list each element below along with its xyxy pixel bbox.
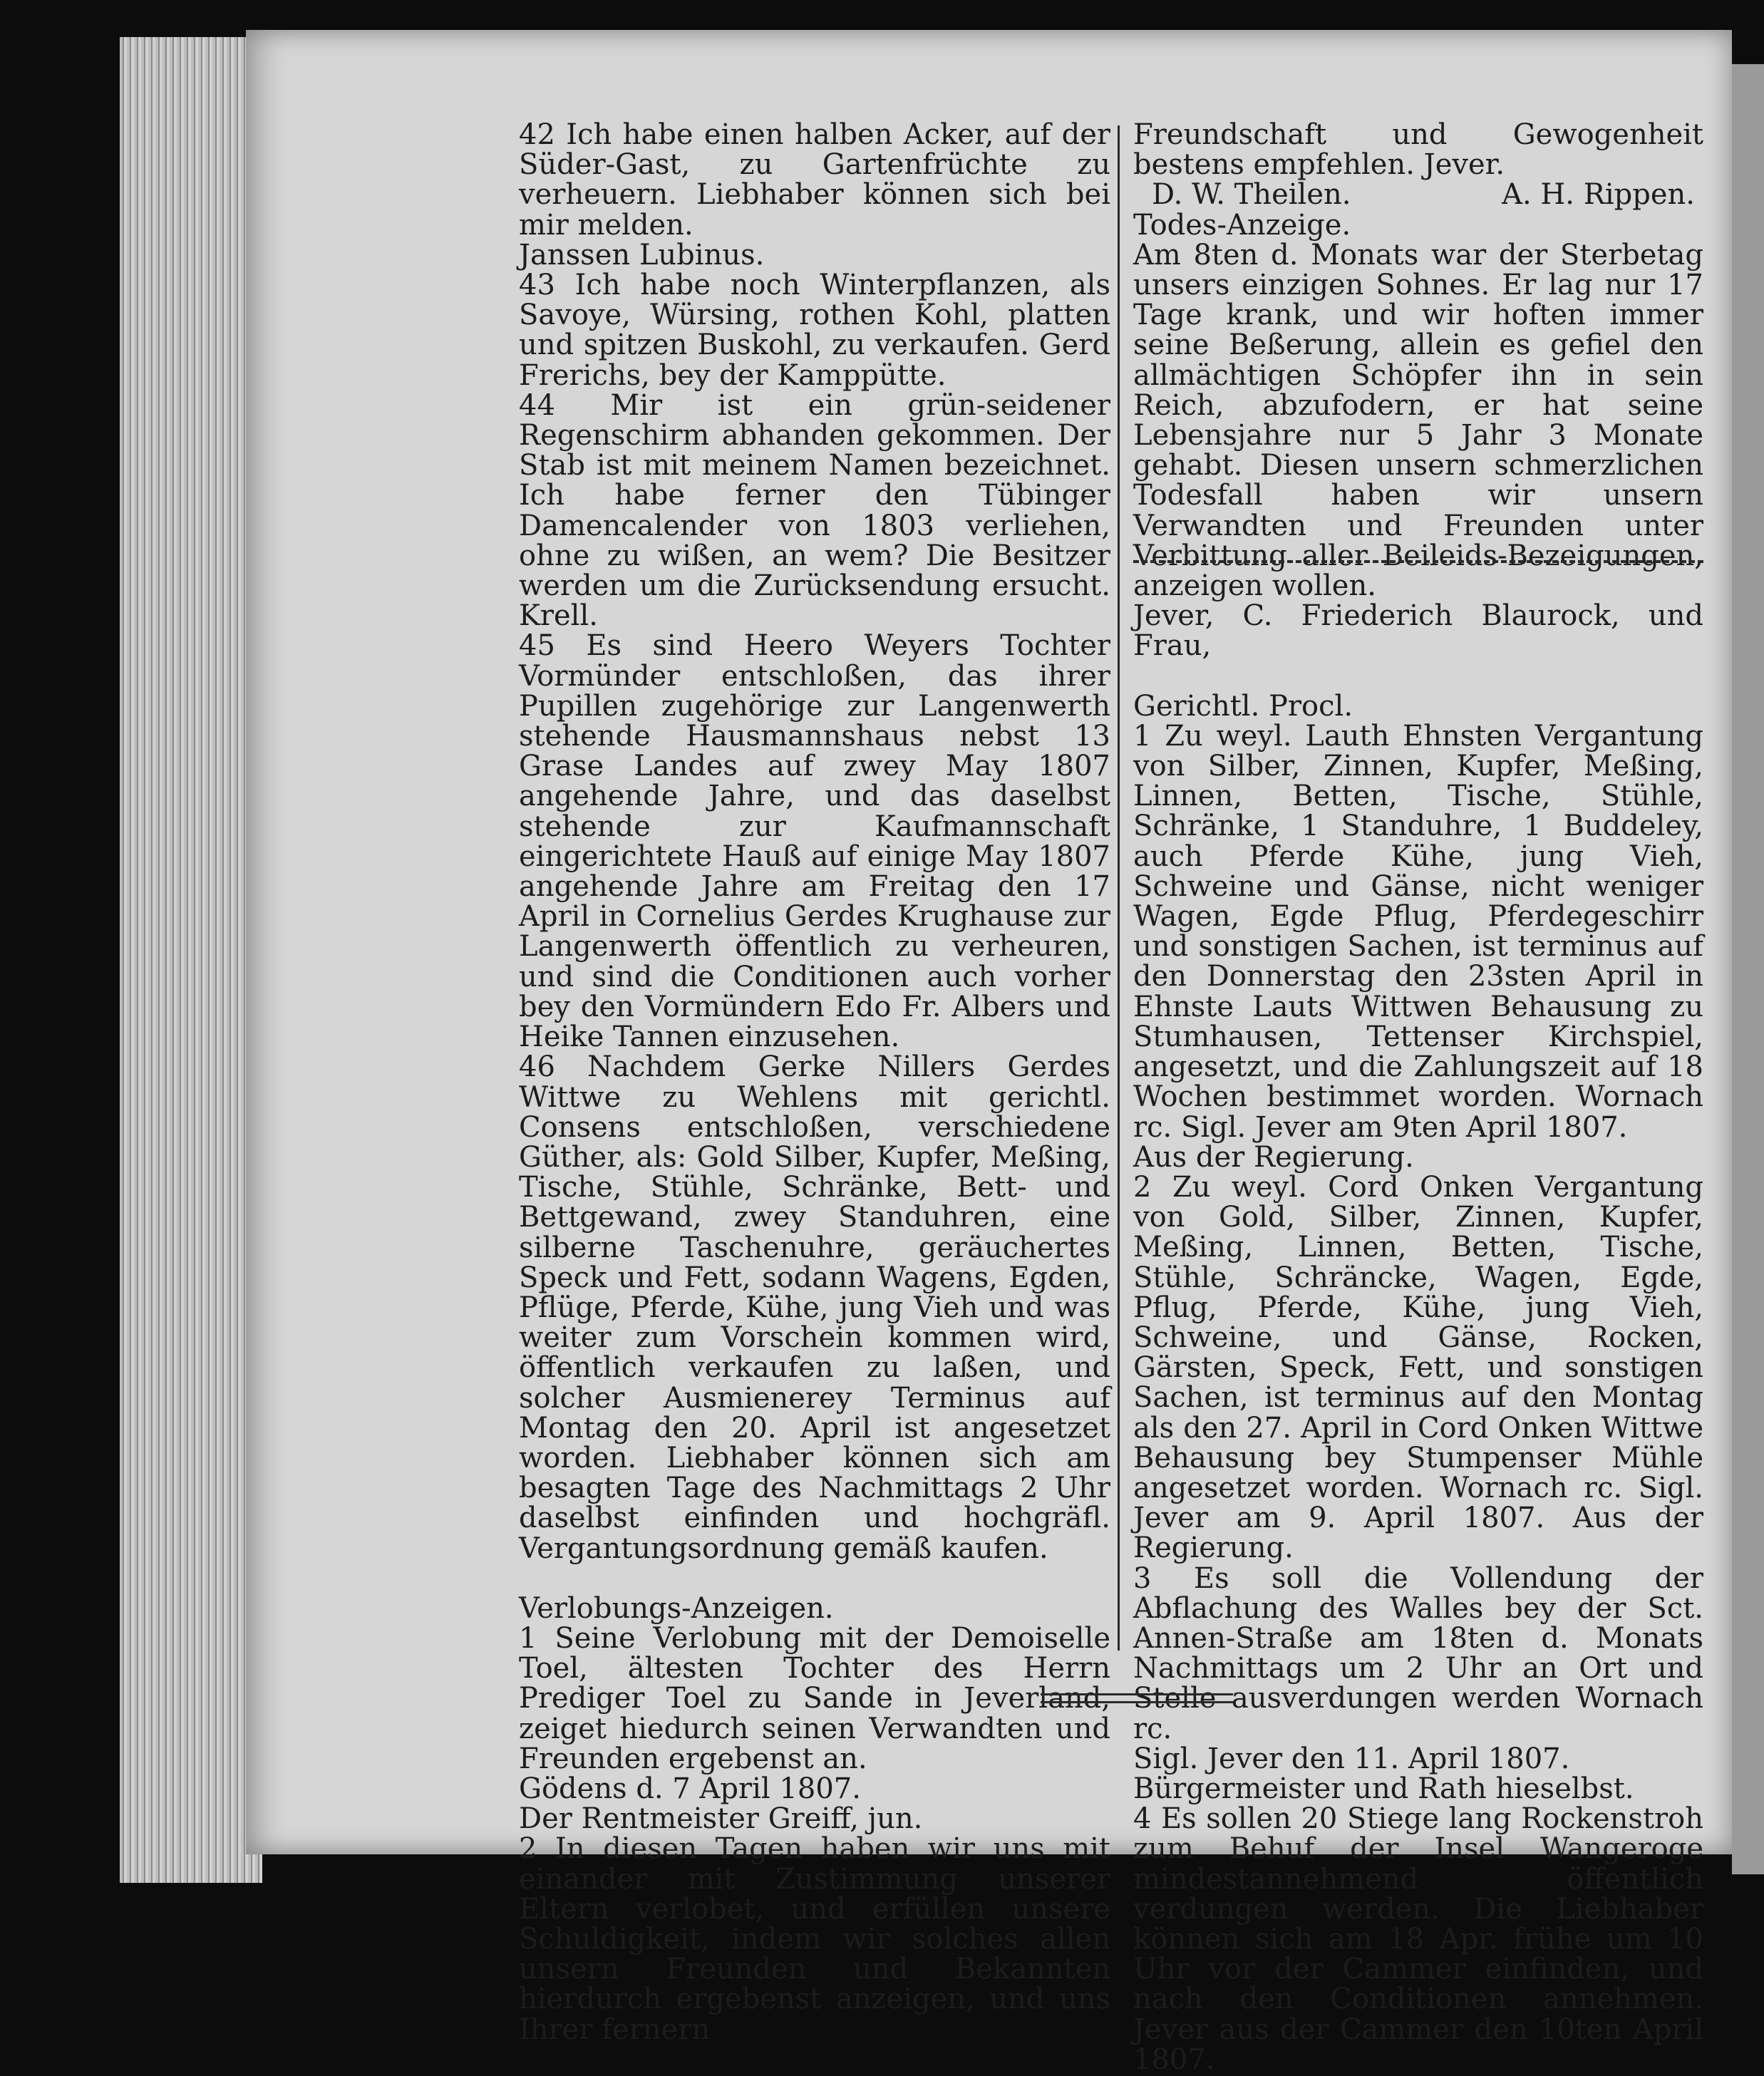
left-column xyxy=(519,120,1110,2045)
court-notice-2-text: 2 Zu weyl. Cord Onken Vergantung von Gold, Silber, Zinnen, Kupfer, Meßing, Linnen, Betten, Tische, Stühle, Schräncke, Wagen, Egde, Pflug, Pferde, Kühe, jung Vieh, Schweine, und Gänse, Rocken, Gärsten, Speck, Fett, und sonstigen Sachen, ist terminus auf den Montag als den 27. April in Cord Onken Wittwe Behausung bey Stumpenser Mühle angesetzet worden. Wornach rc. Sigl. Jever am 9. April 1807. Aus der Regierung. xyxy=(1133,1170,1703,1565)
engagement-1-text: 1 Seine Verlobung mit der Demoiselle Toel, ältesten Tochter des Herrn Prediger Toel zu Sande in Jeverland, zeiget hiedurch seinen Verwandten und Freunden ergebenst an. xyxy=(519,1621,1110,1775)
engagement-2-signature-right: A. H. Rippen. xyxy=(1502,178,1695,212)
dashed-separator xyxy=(1133,560,1703,563)
ad-44-text: 44 Mir ist ein grün-seidener Regenschirm abhanden gekommen. Der Stab ist mit meinem Namen bezeichnet. Ich habe ferner den Tübinger Damencalender von 1803 verliehen, ohne zu wißen, an wem? Die Besitzer werden um die Zurücksendung ersucht. Krell. xyxy=(519,388,1110,633)
facing-page-edge xyxy=(1732,64,1764,1874)
ad-42-signature: Janssen Lubinus. xyxy=(519,238,765,272)
court-notice-1-text: 1 Zu weyl. Lauth Ehnsten Vergantung von Silber, Zinnen, Kupfer, Meßing, Linnen, Betten, Tische, Stühle, Schränke, 1 Standuhre, 1 Buddeley, auch Pferde Kühe, jung Vieh, Schweine und Gänse, nicht weniger Wagen, Egde Pflug, Pferdegeschirr und sonstigen Sachen, ist terminus auf den Donnerstag den 23sten April in Ehnste Lauts Wittwen Behausung zu Stumhausen, Tettenser Kirchspiel, angesetzt, und die Zahlungszeit auf 18 Wochen bestimmet worden. Wornach rc. Sigl. Jever am 9ten April 1807. xyxy=(1133,719,1703,1144)
engagements-heading: Verlobungs-Anzeigen. xyxy=(519,1591,834,1625)
court-proclamation-heading: Gerichtl. Procl. xyxy=(1133,689,1353,723)
ad-42-text: 42 Ich habe einen halben Acker, auf der Süder-Gast, zu Gartenfrüchte zu verheuern. Liebhaber können sich bei mir melden. xyxy=(519,118,1110,242)
engagement-2-continuation: Freundschaft und Gewogenheit bestens empfehlen. Jever. xyxy=(1133,118,1703,182)
column-divider xyxy=(1118,125,1120,1651)
ad-46-text: 46 Nachdem Gerke Nillers Gerdes Wittwe zu Wehlens mit gerichtl. Consens entschloßen, verschiedene Güther, als: Gold Silber, Kupfer, Meßing, Tische, Stühle, Schränke, Bett- und Bettgewand, zwey Standuhren, eine silberne Taschenuhre, geräuchertes Speck und Fett, sodann Wagens, Egden, Pflüge, Pferde, Kühe, jung Vieh und was weiter zum Vorschein kommen wird, öffentlich verkaufen zu laßen, und solcher Ausmienerey Terminus auf Montag den 20. April ist angesetzet worden. Liebhaber können sich am besagten Tage des Nachmittags 2 Uhr daselbst einfinden und hochgräfl. Vergantungsordnung gemäß kaufen. xyxy=(519,1050,1110,1565)
spacer xyxy=(1133,661,1703,691)
engagement-2-text: 2 In diesen Tagen haben wir uns mit einander mit Zustimmung unserer Eltern verlobet, und erfüllen unsere Schuldigkeit, indem wir solches allen unsern Freunden und Bekannten hierdurch ergebenst anzeigen, und uns Ihrer fernern xyxy=(519,1832,1110,2046)
engagement-1-place: Gödens d. 7 April 1807. xyxy=(519,1772,861,1805)
engagement-2-signatures xyxy=(1133,180,1703,210)
court-notice-4-text: 4 Es sollen 20 Stiege lang Rockenstroh zum Behuf der Insel Wangeroge mindestannehmend öffentlich verdungen werden. Die Liebhaber können sich am 18 Apr. frühe um 10 Uhr vor der Cammer einfinden, und nach den Conditionen annehmen. Jever aus der Cammer den 10ten April 1807. xyxy=(1133,1802,1703,2076)
right-column xyxy=(1133,120,1703,2075)
engagement-2-signature-left: D. W. Theilen. xyxy=(1152,178,1351,212)
death-notice-heading: Todes-Anzeige. xyxy=(1133,208,1351,242)
ad-43-text: 43 Ich habe noch Winterpflanzen, als Savoye, Würsing, rothen Kohl, platten und spitzen Buskohl, zu verkaufen. Gerd Frerichs, bey der Kamppütte. xyxy=(519,269,1110,392)
engagement-1-signature: Der Rentmeister Greiff, jun. xyxy=(519,1802,923,1836)
death-notice-text: Am 8ten d. Monats war der Sterbetag unsers einzigen Sohnes. Er lag nur 17 Tage krank, und wir hoften immer seine Beßerung, allein es gefiel den allmächtigen Schöpfer ihn in sein Reich, abzufodern, er hat seine Lebensjahre nur 5 Jahr 3 Monate gehabt. Diesen unsern schmerzlichen Todesfall haben wir unsern Verwandten und Freunden unter Verbittung aller Beileids-Bezeigungen, anzeigen wollen. xyxy=(1133,238,1703,603)
court-notice-1-signature: Aus der Regierung. xyxy=(1133,1140,1414,1174)
spacer xyxy=(519,1564,1110,1594)
death-notice-signature: Jever, C. Friederich Blaurock, und Frau, xyxy=(1133,599,1703,663)
page-edges-stack xyxy=(120,37,262,1883)
ad-45-text: 45 Es sind Heero Weyers Tochter Vormünder entschloßen, das ihrer Pupillen zugehörige zur Langenwerth stehende Hausmannshaus nebst 13 Grase Landes auf zwey May 1807 angehende Jahre, und das daselbst stehende zur Kaufmannschaft eingerichtete Hauß auf einige May 1807 angehende Jahre am Freitag den 17 April in Cornelius Gerdes Krughause zur Langenwerth öffentlich zu verheuren, und sind die Conditionen auch vorher bey den Vormündern Edo Fr. Albers und Heike Tannen einzusehen. xyxy=(519,629,1110,1054)
court-notice-3-date: Sigl. Jever den 11. April 1807. xyxy=(1133,1742,1570,1775)
end-rule xyxy=(1041,1693,1233,1703)
court-notice-3-text: 3 Es soll die Vollendung der Abflachung des Walles bey der Sct. Annen-Straße am 18ten d. Monats Nachmittags um 2 Uhr an Ort und Stelle ausverdungen werden Wornach rc. xyxy=(1133,1561,1703,1745)
court-notice-3-signature: Bürgermeister und Rath hieselbst. xyxy=(1133,1772,1634,1805)
